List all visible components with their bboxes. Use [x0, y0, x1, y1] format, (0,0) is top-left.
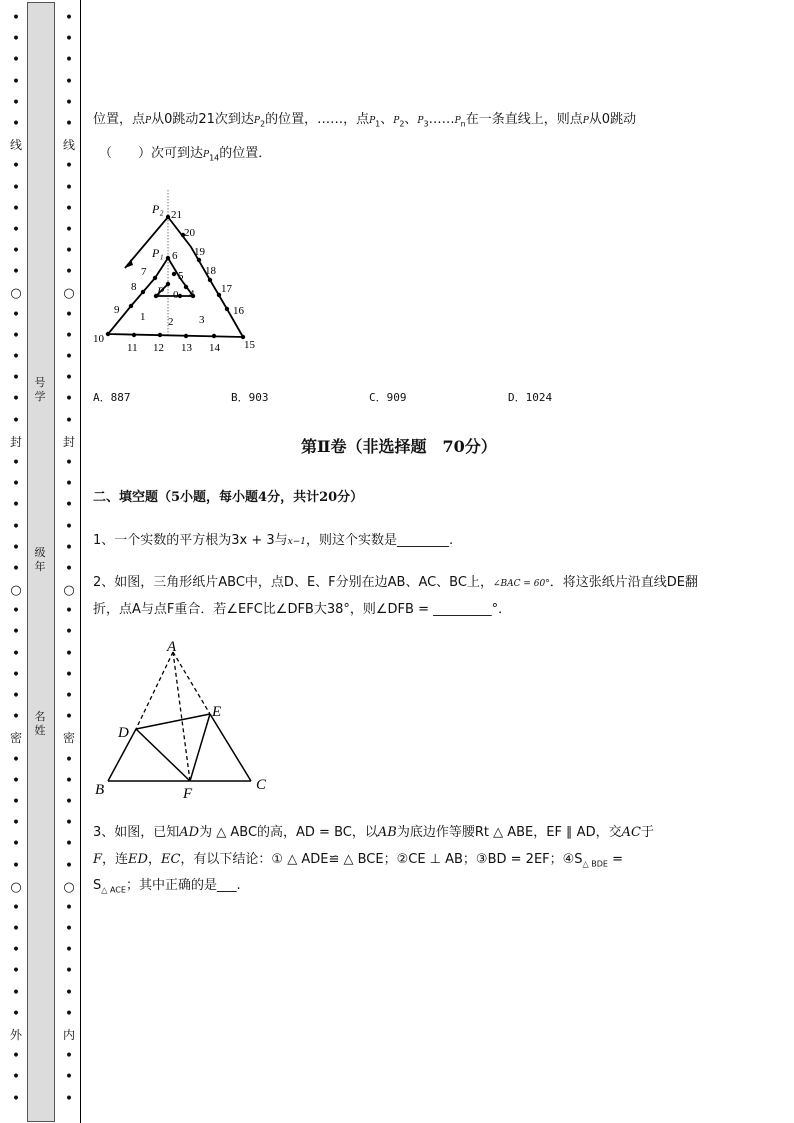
inner-margin-dot: • — [64, 454, 74, 471]
inner-margin-dot: • — [64, 1090, 74, 1107]
inner-margin-dot: • — [64, 942, 74, 959]
outer-margin-dot: • — [11, 518, 21, 535]
jump-point-21 — [166, 215, 170, 219]
student-number-label: 号 学 — [34, 376, 46, 403]
jump-label-4: 4 — [189, 288, 195, 300]
jump-label-17: 17 — [221, 283, 232, 295]
inner-margin-dot: • — [64, 412, 74, 429]
outer-margin-dot: • — [11, 264, 21, 281]
inner-margin-dot: • — [64, 921, 74, 938]
vertex-f: F — [183, 786, 193, 800]
inner-margin-dot: • — [64, 560, 74, 577]
outer-margin-dot: • — [11, 327, 21, 344]
inner-margin-dot: • — [64, 349, 74, 365]
jump-label-19: 19 — [194, 246, 205, 258]
outer-margin-dot: • — [11, 370, 21, 387]
jump-label-0: 0 — [173, 289, 179, 301]
jump-point-6 — [166, 256, 170, 260]
inner-margin-dot: • — [64, 1048, 74, 1065]
inner-margin-dot: • — [64, 306, 74, 323]
option-a[interactable]: A．887 — [93, 391, 131, 404]
inner-margin-dot: • — [64, 688, 74, 704]
fill-question-2-line-2: 折，点A与点F重合．若∠EFC比∠DFB大38°，则∠DFB = _________°． — [93, 602, 512, 617]
outer-margin-word: 线 — [10, 138, 23, 153]
outer-margin-dot: • — [11, 1048, 21, 1065]
inner-margin-word: 线 — [63, 138, 76, 153]
outer-margin-dot: • — [11, 497, 21, 514]
outer-margin-word: 外 — [10, 1028, 23, 1042]
binding-margin — [0, 0, 90, 1123]
inner-margin-dot: • — [64, 94, 74, 111]
inner-margin-dot: • — [64, 31, 74, 48]
inner-margin-dot: • — [64, 115, 74, 132]
vertex-d: D — [118, 725, 129, 741]
dashed-ae — [173, 652, 210, 714]
jump-label-3: 3 — [199, 314, 205, 326]
dashed-af — [173, 652, 190, 781]
outer-margin-dot: • — [11, 306, 21, 323]
fill-question-3-line-2: F，连ED，EC，有以下结论：① △ ADE≌ △ BCE；②CE ⊥ AB；③BD = 2EF；$④S_{\triangle BDE}$ = — [93, 852, 623, 869]
outer-margin-dot: • — [11, 454, 21, 471]
vertex-a: A — [167, 639, 177, 655]
inner-margin-dot: • — [64, 264, 74, 281]
outer-margin-dot: • — [11, 624, 21, 641]
inner-margin-dot: • — [64, 73, 74, 90]
jump-label-5: 5 — [178, 270, 184, 282]
inner-margin-dot: • — [64, 666, 74, 683]
inner-margin-dot: • — [64, 497, 74, 514]
inner-margin-dot: • — [64, 709, 74, 726]
margin-cut-line — [80, 0, 81, 1123]
outer-margin-word: 封 — [10, 434, 23, 449]
outer-margin-dot: • — [11, 751, 21, 768]
label-p2: P₂ — [152, 202, 164, 216]
outer-margin-dot: • — [11, 391, 21, 408]
folded-triangle-figure — [93, 634, 283, 800]
inner-margin-dot: • — [64, 772, 74, 789]
inner-margin-dot: • — [64, 539, 74, 556]
inner-margin-dot: • — [64, 179, 74, 196]
jump-point-13 — [184, 334, 188, 338]
jump-label-11: 11 — [127, 342, 138, 354]
inner-margin-dot: • — [64, 984, 74, 1001]
inner-margin-dot: • — [64, 793, 74, 810]
jump-point-16 — [225, 307, 229, 311]
section-2-title: 第Ⅱ卷（非选择题 70分） — [301, 437, 497, 456]
outer-margin-dot: • — [11, 857, 21, 874]
jump-point-12 — [158, 333, 162, 337]
grade-label: 级 年 — [34, 546, 46, 573]
inner-margin-dot: • — [64, 158, 74, 175]
inner-margin-word: 封 — [63, 434, 76, 449]
fill-blank-part-title: 二、填空题（5小题，每小题4分，共计20分） — [93, 490, 364, 505]
outer-margin-word: 密 — [10, 731, 23, 746]
jump-label-2: 2 — [168, 316, 174, 328]
vertex-c: C — [256, 777, 267, 793]
jump-label-7: 7 — [141, 266, 147, 278]
vertex-e: E — [212, 704, 222, 720]
inner-margin-dot: • — [64, 751, 74, 768]
jump-label-8: 8 — [131, 281, 137, 293]
option-b[interactable]: B．903 — [231, 391, 269, 404]
inner-margin-dot: • — [64, 200, 74, 217]
segment-ef — [190, 714, 210, 781]
inner-margin-dot: • — [64, 476, 74, 493]
inner-margin-dot: • — [64, 370, 74, 387]
inner-margin-dot: • — [64, 963, 74, 980]
outer-margin-dot: • — [11, 52, 21, 69]
spiral-triangle-figure — [93, 186, 263, 358]
outer-margin-dot: • — [11, 688, 21, 704]
jump-label-16: 16 — [233, 305, 244, 317]
jump-label-21: 21 — [171, 209, 182, 221]
inner-margin-dot: • — [64, 10, 74, 26]
outer-margin-dot: • — [11, 709, 21, 726]
inner-margin-dot: • — [64, 815, 74, 832]
inner-dot-column — [63, 8, 75, 1110]
jump-point-10 — [106, 332, 110, 336]
fill-question-1: 1、一个实数的平方根为3x + 3与x−1，则这个实数是________. — [93, 533, 454, 548]
fill-question-3-line-3: $S_{\triangle ACE}$；其中正确的是___. — [93, 878, 241, 895]
outer-dot-column — [10, 8, 22, 1110]
outer-margin-dot: • — [11, 942, 21, 959]
jump-label-18: 18 — [205, 265, 216, 277]
outer-margin-dot: • — [11, 984, 21, 1001]
inner-margin-circle: ○ — [63, 286, 75, 302]
outer-margin-dot: • — [11, 476, 21, 493]
outer-margin-dot: • — [11, 899, 21, 916]
prev-question-line-2: （ ）次可到达$P_{14}$的位置． — [99, 146, 272, 163]
outer-margin-dot: • — [11, 603, 21, 620]
jump-label-14: 14 — [209, 342, 220, 354]
outer-margin-dot: • — [11, 815, 21, 832]
outer-margin-dot: • — [11, 31, 21, 48]
jump-point-0 — [166, 282, 170, 286]
segment-df — [136, 729, 190, 781]
option-d[interactable]: D．1024 — [508, 391, 553, 404]
outer-margin-dot: • — [11, 921, 21, 938]
jump-point-18 — [208, 278, 212, 282]
fold-line-de — [136, 714, 210, 729]
outer-margin-dot: • — [11, 221, 21, 238]
jump-label-6: 6 — [172, 250, 178, 262]
inner-margin-dot: • — [64, 1069, 74, 1086]
jump-point-5 — [172, 272, 176, 276]
jump-point-19 — [197, 258, 201, 262]
outer-margin-dot: • — [11, 1069, 21, 1086]
inner-margin-dot: • — [64, 603, 74, 620]
option-c[interactable]: C．909 — [369, 391, 407, 404]
inner-margin-dot: • — [64, 836, 74, 853]
jump-label-9: 9 — [114, 304, 120, 316]
outer-margin-circle: ○ — [10, 583, 22, 599]
outer-margin-dot: • — [11, 73, 21, 90]
fill-question-2-line-1: 2、如图，三角形纸片ABC中，点D、E、F分别在边AB、AC、BC上，∠BAC = 60°．将这张纸片沿直线DE翻 — [93, 575, 698, 590]
inner-margin-circle: ○ — [63, 879, 75, 895]
inner-margin-dot: • — [64, 391, 74, 408]
vertex-b: B — [95, 782, 105, 798]
jump-label-12: 12 — [153, 342, 164, 354]
spiral-path — [108, 217, 243, 337]
outer-margin-dot: • — [11, 793, 21, 810]
outer-margin-dot: • — [11, 560, 21, 577]
jump-point-9 — [129, 304, 133, 308]
outer-margin-dot: • — [11, 1005, 21, 1022]
outer-margin-circle: ○ — [10, 879, 22, 895]
inner-margin-dot: • — [64, 645, 74, 662]
outer-margin-dot: • — [11, 539, 21, 556]
jump-point-8 — [141, 290, 145, 294]
jump-label-15: 15 — [244, 339, 255, 351]
outer-margin-dot: • — [11, 836, 21, 853]
inner-margin-word: 密 — [63, 731, 76, 746]
jump-point-11 — [132, 333, 136, 337]
fill-question-3-line-1: 3、如图，已知AD为 △ ABC的高，AD = BC，以AB为底边作等腰Rt △ ABE，EF ∥ AD，交AC于 — [93, 825, 654, 840]
dashed-ad — [136, 652, 173, 729]
outer-margin-dot: • — [11, 158, 21, 175]
side-ec — [210, 714, 251, 781]
inner-margin-dot: • — [64, 899, 74, 916]
inner-margin-dot: • — [64, 221, 74, 238]
outer-margin-dot: • — [11, 94, 21, 111]
outer-margin-circle: ○ — [10, 286, 22, 302]
inner-margin-dot: • — [64, 327, 74, 344]
inner-margin-dot: • — [64, 243, 74, 260]
label-p1: P₁ — [152, 246, 164, 260]
inner-margin-dot: • — [64, 1005, 74, 1022]
outer-margin-dot: • — [11, 412, 21, 429]
outer-margin-dot: • — [11, 349, 21, 365]
inner-margin-circle: ○ — [63, 583, 75, 599]
outer-margin-dot: • — [11, 179, 21, 196]
outer-margin-dot: • — [11, 115, 21, 132]
jump-label-1: 1 — [140, 311, 146, 323]
outer-margin-dot: • — [11, 200, 21, 217]
outer-margin-dot: • — [11, 645, 21, 662]
inner-margin-dot: • — [64, 52, 74, 69]
jump-point-4 — [184, 285, 188, 289]
jump-point-7 — [153, 276, 157, 280]
jump-label-10: 10 — [93, 333, 104, 345]
jump-label-13: 13 — [181, 342, 192, 354]
outer-margin-dot: • — [11, 666, 21, 683]
outer-margin-dot: • — [11, 243, 21, 260]
outer-margin-dot: • — [11, 963, 21, 980]
prev-question-line-1: 位置，点P从0跳动21次到达$P_2$的位置，……，点$P_1$、$P_2$、$P_3\dots\dots P_n$在一条直线上，则点P从0跳动 — [93, 112, 637, 129]
jump-point-14 — [212, 334, 216, 338]
inner-margin-dot: • — [64, 518, 74, 535]
outer-margin-dot: • — [11, 772, 21, 789]
outer-margin-dot: • — [11, 10, 21, 26]
name-label: 名 姓 — [34, 710, 46, 737]
inner-margin-word: 内 — [63, 1028, 76, 1042]
jump-label-20: 20 — [184, 227, 195, 239]
outer-margin-dot: • — [11, 1090, 21, 1107]
inner-margin-dot: • — [64, 624, 74, 641]
label-p: P — [157, 284, 165, 298]
inner-margin-dot: • — [64, 857, 74, 874]
